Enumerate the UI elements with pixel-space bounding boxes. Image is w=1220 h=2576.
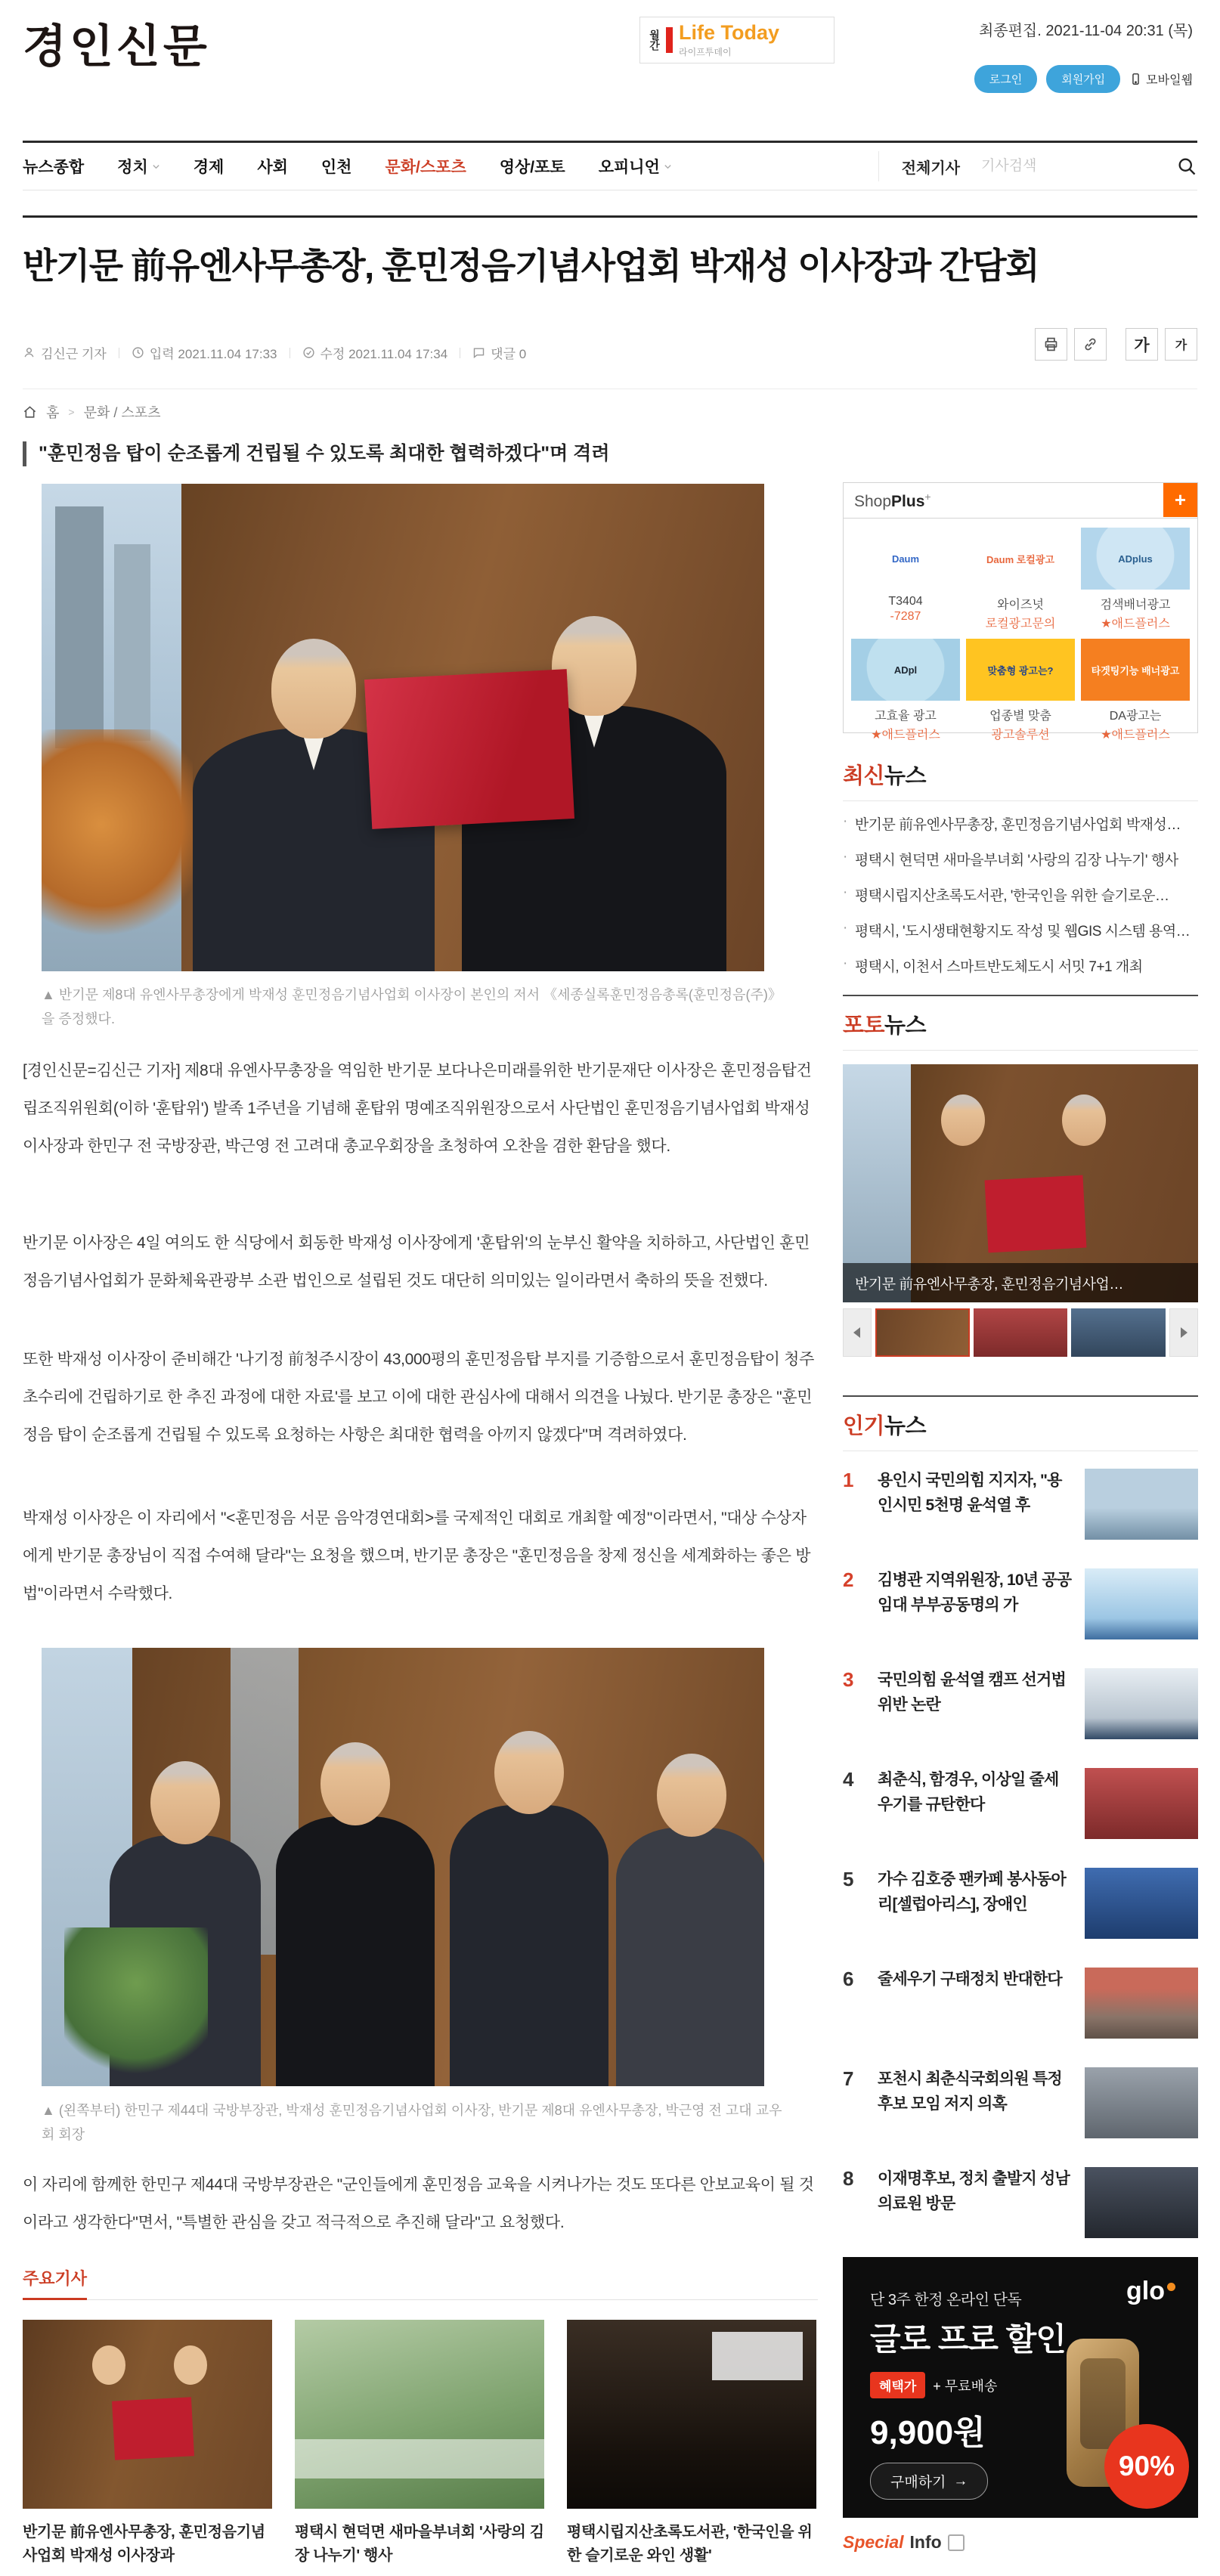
ad-thumbnail: 타겟팅기능 배너광고 [1081, 639, 1190, 701]
shopplus-ad-item[interactable] [1081, 639, 1190, 742]
modified-label: 수정 2021.11.04 17:34 [320, 347, 448, 361]
popular-news-title: 이재명후보, 정치 출발지 성남 의료원 방문 [878, 2170, 1070, 2212]
latest-news-item[interactable]: · 평택시, '도시생태현황지도 작성 및 웹GIS 시스템 용역… [843, 920, 1191, 940]
top-buttons [974, 65, 1193, 93]
popular-news-thumbnail [1085, 1568, 1198, 1639]
nav-item-news[interactable]: 뉴스종합 [23, 159, 85, 176]
article-photo-2 [42, 1648, 764, 2086]
ad-line2: ★애드플러스 [1101, 729, 1170, 742]
article-body [23, 437, 818, 2576]
rank-number: 4 [843, 1768, 854, 1791]
popular-news-item[interactable] [843, 1754, 1198, 1853]
popular-news-header: 인기뉴스 [843, 1409, 1198, 1451]
copy-link-button[interactable] [1074, 328, 1107, 361]
ad-line1: 고효율 광고 [875, 710, 937, 723]
nav-item-culture-sports[interactable]: 문화/스포츠 [385, 159, 466, 176]
bullet: · [843, 849, 847, 865]
bullet: · [843, 884, 847, 900]
popular-news-item[interactable] [843, 1654, 1198, 1754]
latest-news-item[interactable]: · 평택시 현덕면 새마을부녀회 '사랑의 김장 나누기' 행사 [843, 849, 1178, 868]
latest-news-item[interactable]: · 평택시, 이천서 스마트반도체도시 서밋 7+1 개최 [843, 955, 1143, 975]
photo-figure-head [1062, 1094, 1106, 1146]
nav-item-economy[interactable]: 경제 [193, 159, 224, 176]
ad-thumbnail: Daum [851, 528, 960, 590]
popular-news-thumbnail [1085, 1868, 1198, 1939]
popular-news-thumbnail [1085, 1668, 1198, 1739]
rank-number: 7 [843, 2067, 854, 2090]
comments-link[interactable] [472, 343, 526, 362]
nav-item-video-photo[interactable]: 영상/포토 [499, 159, 565, 176]
ad-thumbnail: 맞춤형 광고는? [966, 639, 1075, 701]
all-articles-link[interactable]: 전체기사 [901, 159, 960, 177]
featured-card[interactable] [23, 2320, 272, 2568]
photo-red-folder [364, 669, 574, 829]
ad-discount-badge: 90% [1104, 2424, 1189, 2509]
link-icon [1082, 336, 1098, 352]
popular-news-item[interactable] [843, 1554, 1198, 1654]
breadcrumb [23, 402, 161, 422]
ad-buy-button[interactable]: 구매하기 → [870, 2463, 988, 2500]
featured-header [23, 2266, 818, 2300]
home-icon[interactable] [23, 405, 37, 420]
latest-news-item[interactable]: · 평택시립지산초록도서관, '한국인을 위한 슬기로운… [843, 884, 1169, 904]
site-logo[interactable]: 경인신문 [23, 21, 210, 72]
popular-news-item[interactable] [843, 1454, 1198, 1554]
font-big-label: 가 [1134, 336, 1150, 355]
thumb-figure-head [174, 2345, 207, 2385]
banner-subtitle: 라이프투데이 [679, 47, 732, 58]
shopplus-ad-item[interactable] [851, 639, 960, 742]
popular-news-item[interactable] [843, 2153, 1198, 2252]
carousel-thumbnail[interactable] [875, 1308, 970, 1357]
photo-news-carousel [843, 1308, 1198, 1357]
article-paragraph: 반기문 이사장은 4일 여의도 한 식당에서 회동한 박재성 이사장에게 '훈탑위'의 눈부신 활약을 치하하고, 사단법인 훈민정음기념사업회가 문화체육관광부 소관 법인으로 설립된 것도 대단히 의미있는 일이라면서 축하의 뜻을 전했다. [23, 1234, 810, 1290]
glo-logo-dot [1167, 2283, 1175, 2291]
featured-label: 주요기사 [23, 2266, 87, 2300]
photo-figure-head [271, 639, 356, 738]
photo-figure-park-geun-young [616, 1754, 764, 2086]
ad-free-shipping: + 무료배송 [933, 2378, 998, 2394]
thumb-red-folder [112, 2397, 194, 2460]
print-button[interactable] [1035, 328, 1067, 361]
font-small-label: 가 [1175, 339, 1187, 352]
photo-autumn-tree [42, 729, 193, 941]
nav-item-incheon[interactable]: 인천 [320, 159, 352, 176]
check-circle-icon [302, 346, 315, 359]
banner-title: Life Today [679, 20, 780, 44]
left-arrow-icon [853, 1327, 860, 1338]
carousel-thumbnail[interactable] [1071, 1308, 1166, 1357]
right-arrow-icon: → [953, 2472, 968, 2489]
nav-item-politics[interactable]: 정치 [117, 155, 160, 178]
shopplus-add-button[interactable]: + [1163, 483, 1197, 517]
shopplus-grid [844, 519, 1197, 751]
ad-badge: 혜택가 [870, 2372, 925, 2398]
ad-line2: 로컬광고문의 [985, 618, 1056, 630]
photo-red-folder [985, 1175, 1087, 1253]
ad-thumbnail: ADplus [1081, 528, 1190, 590]
article-header [23, 215, 1197, 438]
ad-line1: T3404 [888, 595, 923, 608]
search-icon[interactable] [1176, 156, 1197, 177]
featured-title: 평택시립지산초록도서관, '한국인을 위한 슬기로운 와인 생활' [567, 2524, 813, 2564]
ad-thumbnail: ADpl [851, 639, 960, 701]
bullet: · [843, 955, 847, 971]
photo-figure-head [494, 1731, 564, 1814]
featured-thumbnail [295, 2320, 544, 2509]
right-arrow-icon [1181, 1327, 1187, 1338]
photo-news-header: 포토뉴스 [843, 1008, 1198, 1051]
published-time [132, 343, 277, 362]
ad-line2: ★애드플러스 [871, 729, 940, 742]
login-button[interactable]: 로그인 [974, 65, 1037, 93]
popular-news-thumbnail [1085, 2067, 1198, 2138]
featured-cards [23, 2320, 818, 2568]
lifetoday-banner-ad[interactable] [639, 17, 834, 63]
article-paragraph: 박재성 이사장은 이 자리에서 "<훈민정음 서문 음악경연대회>를 국제적인 대회로 개최할 예정"이라면서, "대상 수상자에게 반기문 총장님이 직접 수여해 달라"는 요청을 했으며, 반기문 총장은 "훈민정음을 창제 정신을 세계화하는 좋은 방법"이라면서 수락했다. [23, 1509, 811, 1602]
popular-news-thumbnail [1085, 1768, 1198, 1839]
article-title: 반기문 前유엔사무총장, 훈민정음기념사업회 박재성 이사장과 간담회 [23, 246, 1039, 286]
nav-item-opinion[interactable]: 오피니언 [599, 155, 672, 178]
popular-news-title: 최춘식, 함경우, 이상일 줄세우기를 규탄한다 [878, 1771, 1059, 1813]
featured-thumbnail [23, 2320, 272, 2509]
bullet: · [843, 813, 847, 829]
ad-line1: DA광고는 [1109, 710, 1162, 723]
article-photo-1 [42, 484, 764, 971]
featured-thumbnail [567, 2320, 816, 2509]
breadcrumb-home[interactable]: 홈 [46, 405, 60, 420]
font-size-increase-button[interactable] [1126, 328, 1158, 361]
popular-news-section [843, 1395, 1198, 2252]
ad-line1: 검색배너광고 [1100, 599, 1171, 611]
featured-title: 반기문 前유엔사무총장, 훈민정음기념사업회 박재성 이사장과 [23, 2524, 265, 2564]
article-paragraph: 이 자리에 함께한 한민구 제44대 국방부장관은 "군인들에게 훈민정음 교육을 시켜나가는 것도 또다른 안보교육이 될 것이라고 생각한다"면서, "특별한 관심을 갖고 적극적으로 추진해 달라"고 요청했다. [23, 2176, 814, 2231]
person-icon [23, 346, 36, 359]
photo-news-main-image[interactable] [843, 1064, 1198, 1302]
carousel-thumbnail[interactable] [974, 1308, 1068, 1357]
popular-news-thumbnail [1085, 1469, 1198, 1540]
rank-number: 6 [843, 1968, 854, 1990]
signup-button[interactable]: 회원가입 [1046, 65, 1120, 93]
popular-news-item[interactable] [843, 1953, 1198, 2053]
photo-figure-body [450, 1805, 608, 2086]
photo-plant [64, 1927, 208, 2086]
mobile-web-label: 모바일웹 [1146, 74, 1193, 87]
glo-logo: glo [1126, 2277, 1175, 2306]
ad-badges [870, 2372, 997, 2398]
comment-icon [472, 346, 485, 359]
photo-figure-ban-ki-moon [450, 1731, 608, 2086]
nav-right [878, 151, 1197, 181]
carousel-next-button[interactable] [1169, 1308, 1198, 1357]
shopplus-ad-item[interactable] [1081, 528, 1190, 631]
featured-title: 평택시 현덕면 새마을부녀회 '사랑의 김장 나누기' 행사 [295, 2524, 544, 2564]
article-paragraph: 또한 박재성 이사장이 준비해간 '나기정 前청주시장이 43,000평의 훈민정음탑 부지를 기증함으로서 훈민정음탑이 청주 초수리에 건립하기로 한 추진 과정에 대한 자료'를 보고 이에 대한 관심사에 대해서 의견을 나눴다. 반기문 총장은 "훈민정음 탑이 순조롭게 건립될 수 있도록 요청하는 사항은 최대한 협력을 아끼지 않겠다"며 격려하였다. [23, 1351, 815, 1444]
shopplus-widget [843, 482, 1198, 742]
chevron-down-icon [152, 163, 160, 171]
shopplus-ad-item[interactable] [966, 528, 1075, 631]
latest-news-list [843, 806, 1198, 983]
ad-line2: ★애드플러스 [1101, 618, 1170, 630]
banner-accent-bar [666, 27, 673, 53]
mobile-web-link[interactable] [1129, 70, 1193, 88]
bullet: · [843, 920, 847, 936]
photo-building [114, 544, 150, 741]
last-edited-date: 최종편집. 2021-11-04 20:31 (목) [978, 23, 1193, 39]
sidebar [843, 482, 1198, 2576]
popular-news-title: 포천시 최춘식국회의원 특정 후보 모임 저지 의혹 [878, 2070, 1062, 2113]
featured-card[interactable] [295, 2320, 544, 2568]
rank-number: 2 [843, 1568, 854, 1591]
photo-figure-park-jae-sung [276, 1742, 435, 2086]
comments-count: 댓글 0 [491, 347, 527, 361]
latest-news-section [843, 759, 1198, 983]
main-navigation [23, 141, 1197, 190]
reporter[interactable] [23, 343, 107, 362]
popular-news-title: 김병관 지역위원장, 10년 공공임대 부부공동명의 가 [878, 1571, 1072, 1614]
photo-news-section [843, 995, 1198, 1357]
popular-news-title: 용인시 국민의힘 지지자, "용인시민 5천명 윤석열 후 [878, 1472, 1062, 1514]
rank-number: 5 [843, 1868, 854, 1890]
photo-2-caption: ▲ (왼쪽부터) 한민구 제44대 국방부장관, 박재성 훈민정음기념사업회 이사장, 반기문 제8대 유엔사무총장, 박근영 전 고대 교우회 회장 [42, 2103, 782, 2143]
photo-figure-head [657, 1754, 726, 1837]
photo-building [55, 506, 104, 748]
photo-figure-body [276, 1816, 435, 2086]
popular-news-title: 줄세우기 구태정치 반대한다 [878, 1971, 1062, 1988]
nav-item-society[interactable]: 사회 [257, 159, 288, 176]
ad-line1: 업종별 맞춤 [989, 710, 1051, 723]
ad-line2: -7287 [890, 610, 921, 623]
photo-figure-head [941, 1094, 985, 1146]
banner-monthly-label: 월간 [649, 29, 661, 51]
shopplus-ad-item[interactable] [966, 639, 1075, 742]
shopplus-ad-item[interactable] [851, 528, 960, 631]
breadcrumb-separator: > [68, 406, 75, 418]
glo-banner-ad[interactable] [843, 2257, 1198, 2518]
thumb-figure-head [92, 2345, 125, 2385]
photo-1-caption: ▲ 반기문 제8대 유엔사무총장에게 박재성 훈민정음기념사업회 이사장이 본인의 저서 《세종실록훈민정음총록(훈민정음(주)》 을 증정했다. [42, 987, 782, 1027]
photo-figure-head [320, 1742, 390, 1825]
article-byline [23, 343, 526, 362]
popular-news-list [843, 1454, 1198, 2252]
ad-line1: 와이즈넛 [997, 599, 1044, 611]
print-icon [1043, 336, 1059, 352]
popular-news-title: 가수 김호중 팬카페 봉사동아리[셀럽아리스], 장애인 [878, 1871, 1066, 1913]
carousel-prev-button[interactable] [843, 1308, 872, 1357]
modified-time [302, 343, 448, 362]
phone-icon [1129, 73, 1142, 85]
popular-news-item[interactable] [843, 1853, 1198, 1953]
featured-articles-section [23, 2266, 818, 2568]
clock-icon [132, 346, 144, 359]
rank-number: 1 [843, 1469, 854, 1491]
banner-main [679, 22, 779, 58]
rank-number: 8 [843, 2167, 854, 2190]
photo-figure-head [150, 1761, 220, 1844]
shopplus-header [844, 483, 1197, 519]
photo-figure-body [616, 1828, 764, 2086]
thumb-banner [295, 2439, 544, 2478]
latest-news-item[interactable]: · 반기문 前유엔사무총장, 훈민정음기념사업회 박재성… [843, 813, 1181, 833]
article-paragraph: [경인신문=김신근 기자] 제8대 유엔사무총장을 역임한 반기문 보다나은미래를위한 반기문재단 이사장은 훈민정음탑건립조직위원회(이하 '훈탑위') 발족 1주년을 기념해 훈탑위 명예조직위원장으로서 사단법인 훈민정음기념사업회 박재성 이사장과 한민구 전 국방장관, 박근영 전 고려대 총교우회장을 초청하여 오찬을 겸한 환담을 했다. [23, 1062, 812, 1155]
photo-news-caption: 반기문 前유엔사무총장, 훈민정음기념사업… [843, 1263, 1198, 1302]
rank-number: 3 [843, 1668, 854, 1691]
popular-news-thumbnail [1085, 2167, 1198, 2238]
thumb-panel [712, 2332, 803, 2380]
latest-news-header: 최신뉴스 [843, 759, 1198, 801]
ad-thumbnail: Daum 로컬광고 [966, 528, 1075, 590]
article-subtitle: "훈민정음 탑이 순조롭게 건립될 수 있도록 최대한 협력하겠다"며 격려 [23, 441, 609, 466]
ad-price: 9,900원 [870, 2414, 986, 2451]
ad-tagline: 단 3주 한정 온라인 단독 [870, 2292, 1022, 2308]
special-info-label: Special Info [843, 2532, 965, 2553]
ad-line2: 광고솔루션 [991, 729, 1050, 742]
shopplus-title: ShopPlus+ [854, 490, 931, 510]
font-size-decrease-button[interactable] [1165, 328, 1197, 361]
featured-card[interactable] [567, 2320, 816, 2568]
published-label: 입력 2021.11.04 17:33 [149, 347, 277, 361]
search-input[interactable] [980, 157, 1157, 175]
popular-news-thumbnail [1085, 1968, 1198, 2039]
popular-news-item[interactable] [843, 2053, 1198, 2153]
popular-news-title: 국민의힘 윤석열 캠프 선거법 위반 논란 [878, 1671, 1066, 1714]
chevron-down-icon [664, 163, 672, 171]
info-icon [948, 2534, 965, 2551]
reporter-name: 김신근 기자 [41, 347, 107, 361]
ad-title: 글로 프로 할인 [870, 2321, 1066, 2357]
article-tools [1035, 328, 1197, 361]
breadcrumb-section[interactable]: 문화 / 스포츠 [83, 405, 161, 420]
